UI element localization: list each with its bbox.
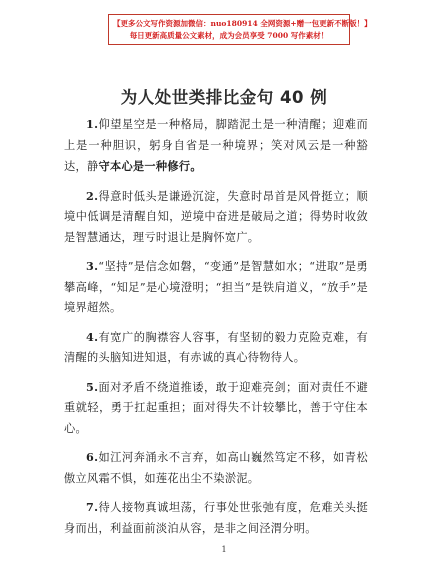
page-number: 1 [221, 545, 227, 554]
paragraph-5 [64, 377, 368, 440]
promo-banner [108, 14, 372, 45]
paragraph-2 [64, 186, 368, 249]
paragraph-4 [64, 327, 368, 369]
paragraph-number: 2. [86, 188, 99, 203]
document-title: 为人处世类排比金句 40 例 [120, 88, 328, 107]
paragraph-number: 4. [86, 329, 99, 344]
paragraph-3 [64, 256, 368, 319]
paragraph-7 [64, 497, 368, 539]
paragraph-number: 5. [86, 379, 99, 394]
paragraph-number: 3. [86, 259, 99, 273]
paragraph-text: 如江河奔涌永不言弃，如高山巍然笃定不移，如青松傲立风霜不惧，如莲花出尘不染淤泥。 [64, 451, 368, 485]
paragraph-text: 有宽广的胸襟容人容事，有坚韧的毅力克险克难，有清醒的头脑知进知退，有赤诚的真心待物待人。 [64, 330, 368, 364]
promo-banner-line-2: 每日更新高质量公文素材，成为会员享受 7000 写作素材！ [129, 31, 329, 40]
paragraph-text: “坚持”是信念如磐，“变通”是智慧如水；“进取”是勇攀高峰，“知足”是心境澄明；“担当”是铁肩道义，“放手”是境界超然。 [64, 260, 368, 314]
paragraph-text: 仰望星空是一种格局，脚踏泥土是一种清醒；迎难而上是一种胆识，躬身自省是一种境界；笑对风云是一种豁达，静 [64, 118, 368, 173]
document-body [64, 114, 368, 547]
paragraph-number: 1. [86, 117, 99, 131]
paragraph-text: 待人接物真诚坦荡，行事处世张弛有度，危难关头挺身而出，利益面前淡泊从容，是非之间泾渭分明。 [64, 501, 368, 535]
promo-banner-line-1: 【更多公文写作资源加微信：nuo180914 全网资源+赠一包更新不断版！】 [113, 19, 372, 28]
paragraph-strong-text: 守本心是一种修行。 [98, 159, 202, 173]
paragraph-1 [64, 114, 368, 178]
paragraph-6 [64, 447, 368, 489]
paragraph-number: 6. [86, 450, 99, 464]
paragraph-text: 面对矛盾不绕道推诿，敢于迎难亮剑；面对责任不避重就轻，勇于扛起重担；面对得失不计较攀比，善于守住本心。 [64, 380, 368, 435]
paragraph-number: 7. [86, 500, 99, 514]
paragraph-text: 得意时低头是谦逊沉淀，失意时昂首是风骨挺立；顺境中低调是清醒自知，逆境中奋进是破局之道；得势时收敛是智慧通达，理亏时退让是胸怀宽广。 [64, 189, 368, 244]
